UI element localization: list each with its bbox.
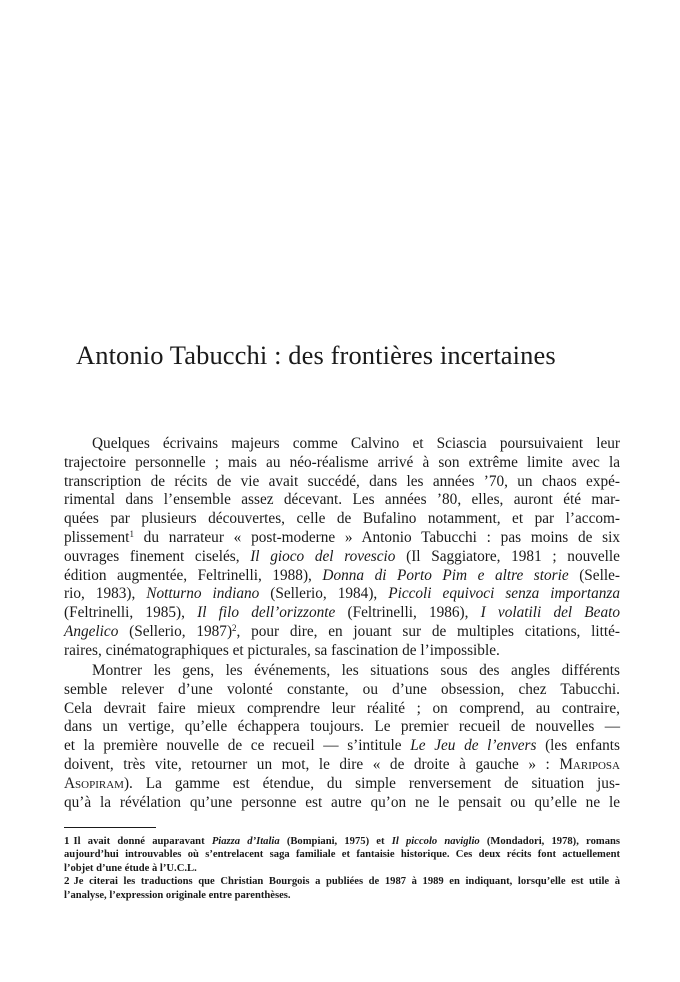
paragraph-1 (64, 435, 620, 661)
text-line: Quelques écrivains majeurs comme Calvino et Sciascia poursuivaient leur (92, 435, 620, 452)
text-line: transcription de récits de vie avait succédé, dans les années ’70, un chaos expé- (64, 472, 620, 490)
text-line (64, 585, 620, 604)
text-line (64, 529, 620, 548)
text-line: quées par plusieurs découvertes, celle de Bufalino notamment, et par l’accom- (64, 510, 620, 528)
paragraph-2 (64, 662, 620, 812)
text-line: rimental dans l’ensemble assez décevant. Les années ’80, elles, auront été mar- (64, 491, 620, 509)
small-caps-word: Asopiram (64, 774, 124, 792)
book-title: Il gioco del rovescio (250, 547, 396, 565)
text-line (64, 756, 620, 775)
text-fragment: (Il Saggiatore, 1981 ; nouvelle (395, 547, 620, 565)
small-caps-word: Mariposa (559, 755, 620, 773)
book-title: Piccoli equivoci senza importanza (388, 585, 620, 603)
book-title: Le Jeu de l’envers (410, 737, 537, 755)
text-fragment: (les enfants (536, 737, 620, 755)
text-fragment: (Selle- (568, 566, 620, 584)
text-fragment: du narrateur « post-moderne » Antonio Tabucchi : pas moins de six (133, 528, 620, 546)
text-line (64, 775, 620, 794)
text-fragment: rio, 1983), (64, 585, 147, 603)
text-fragment: ). La gamme est étendue, du simple renversement de situation jus- (123, 774, 620, 792)
text-fragment: , pour dire, en jouant sur de multiples citations, litté- (236, 622, 620, 640)
text-fragment: (Bompiani, 1975) et (279, 836, 392, 847)
text-line (64, 604, 620, 623)
footnote-line: l’analyse, l’expression originale entre parenthèses. (64, 889, 291, 901)
book-title: Il piccolo naviglio (391, 836, 480, 847)
book-title: Notturno indiano (146, 585, 260, 603)
book-title: I volatili del Beato (480, 604, 620, 622)
text-line (64, 623, 620, 642)
footnote-ref-1: 1 (129, 528, 134, 539)
book-title: Angelico (64, 622, 119, 640)
text-fragment: plissement (64, 528, 130, 546)
footnote-line: aujourd’hui introuvables où s’entrelacent saga familiale et fantaisie historique. Ces deux récits font actuellement (64, 849, 620, 861)
book-title: Donna di Porto Pim e altre storie (322, 566, 569, 584)
text-fragment: (Sellerio, 1984), (259, 585, 389, 603)
footnote-1 (64, 835, 620, 848)
text-fragment: (Mondadori, 1978), romans (479, 836, 621, 847)
text-fragment: (Feltrinelli, 1985), (64, 604, 198, 622)
book-title: Piazza d’Italia (211, 836, 280, 847)
footnote-separator (64, 827, 156, 828)
footnote-2 (64, 875, 620, 888)
article-title: Antonio Tabucchi : des frontières incertaines (76, 340, 556, 370)
text-fragment: (Feltrinelli, 1986), (335, 604, 481, 622)
text-fragment: Je citerai les traductions que Christian Bourgois a publiées de 1987 à 1989 en indiquant, lorsqu’elle est utile à (73, 876, 620, 888)
text-line: Cela devrait faire mieux comprendre leur réalité ; on comprend, au contraire, (64, 699, 620, 717)
text-line (64, 737, 620, 756)
footnote-number: 1 (64, 835, 70, 847)
text-line: raires, cinématographiques et picturales, sa fascination de l’impossible. (64, 641, 500, 659)
text-line (64, 567, 620, 586)
text-line: semble relever d’une volonté constante, ou d’une obsession, chez Tabucchi. (64, 680, 620, 698)
text-line: dans un vertige, qu’elle échappera toujours. Le premier recueil de nouvelles — (64, 718, 620, 736)
text-line: qu’à la révélation qu’une personne est autre qu’on ne le pensait ou qu’elle ne le (64, 793, 620, 811)
text-fragment: et la première nouvelle de ce recueil — s’intitule (64, 737, 411, 755)
footnote-line: l’objet d’une étude à l’U.C.L. (64, 862, 197, 874)
footnote-ref-2: 2 (232, 622, 237, 633)
text-line: Montrer les gens, les événements, les situations sous des angles différents (92, 662, 620, 679)
text-fragment: doivent, très vite, retourner un mot, le dire « de droite à gauche » : (64, 755, 560, 773)
footnote-number: 2 (64, 875, 70, 888)
text-line (64, 548, 620, 567)
text-fragment: édition augmentée, Feltrinelli, 1988), (64, 566, 323, 584)
text-line: trajectoire personnelle ; mais au néo-réalisme arrivé à son extrême limite avec la (64, 453, 620, 471)
text-fragment: (Sellerio, 1987) (118, 622, 233, 640)
book-title: Il filo dell’orizzonte (197, 604, 336, 622)
text-fragment: Il avait donné auparavant (73, 836, 212, 847)
text-fragment: ouvrages finement ciselés, (64, 547, 251, 565)
footnotes (64, 835, 620, 902)
